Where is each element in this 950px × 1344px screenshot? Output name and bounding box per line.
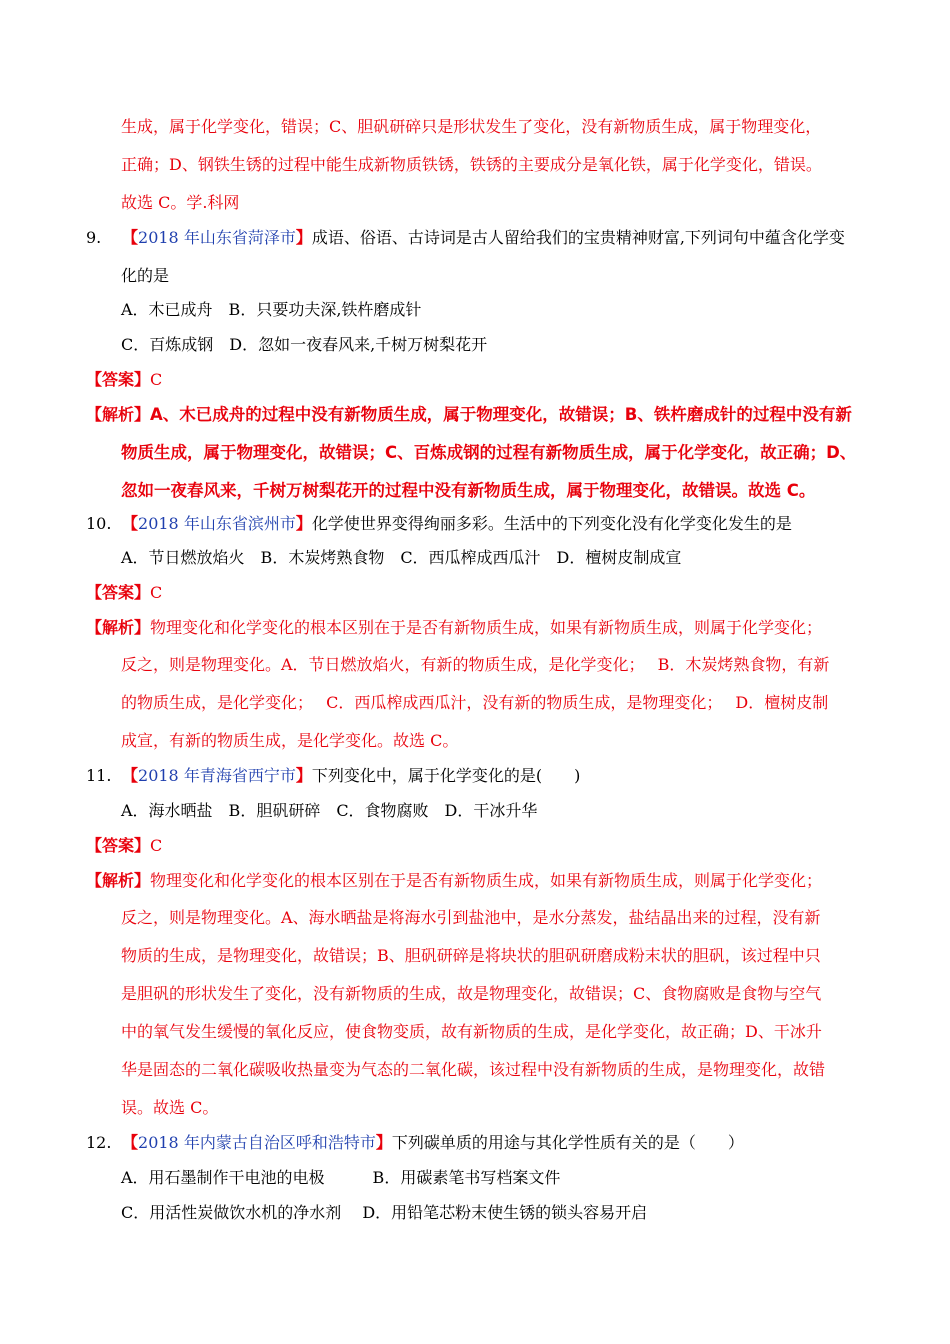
- question-11-analysis-4: 是胆矾的形状发生了变化，没有新物质的生成，故是物理变化，故错误；C、食物腐败是食物与空气: [121, 984, 822, 1003]
- question-text: 成语、俗语、古诗词是古人留给我们的宝贵精神财富,下列词句中蕴含化学变: [311, 228, 845, 247]
- question-11-analysis-5: 中的氧气发生缓慢的氧化反应，使食物变质，故有新物质的生成，是化学变化，故正确；D、干冰升: [121, 1022, 822, 1041]
- question-source: 2018 年山东省菏泽市: [138, 228, 296, 247]
- question-11-answer: [86, 836, 162, 856]
- question-10-analysis-2: 反之，则是物理变化。A．节日燃放焰火，有新的物质生成，是化学变化； B．木炭烤熟食物，有新: [121, 655, 830, 674]
- answer-value: C: [150, 836, 163, 855]
- question-9-stem-cont: 化的是: [121, 266, 170, 285]
- question-11-options: A．海水晒盐 B．胆矾研碎 C．食物腐败 D．干冰升华: [121, 801, 538, 820]
- analysis-text: 物理变化和化学变化的根本区别在于是否有新物质生成，如果有新物质生成，则属于化学变化；: [150, 618, 823, 637]
- question-11-analysis-1: [86, 871, 822, 891]
- question-12-options-2: C．用活性炭做饮水机的净水剂 D．用铅笔芯粉末使生锈的锁头容易开启: [121, 1203, 648, 1222]
- question-11-analysis-2: 反之，则是物理变化。A、海水晒盐是将海水引到盐池中，是水分蒸发，盐结晶出来的过程，没有新: [121, 908, 821, 927]
- analysis-label: 【解析】: [86, 405, 151, 424]
- question-9-analysis-1: [86, 405, 852, 425]
- answer-value: C: [150, 370, 163, 389]
- question-9-options-1: A．木已成舟 B．只要功夫深,铁杵磨成针: [121, 300, 422, 319]
- question-10-answer: [86, 583, 162, 603]
- question-11-analysis-3: 物质的生成，是物理变化，故错误；B、胆矾研碎是将块状的胆矾研磨成粉末状的胆矾，该过程中只: [121, 946, 821, 965]
- question-number: 12.: [86, 1133, 112, 1152]
- answer-label: 【答案】: [86, 836, 151, 855]
- analysis-label: 【解析】: [86, 618, 151, 637]
- question-9-options-2: C．百炼成钢 D．忽如一夜春风来,千树万树梨花开: [121, 335, 488, 354]
- question-number: 10.: [86, 514, 112, 533]
- analysis-text: 物理变化和化学变化的根本区别在于是否有新物质生成，如果有新物质生成，则属于化学变化；: [150, 871, 823, 890]
- question-source: 2018 年青海省西宁市: [138, 766, 296, 785]
- question-11-stem: 11. 【2018 年青海省西宁市】下列变化中，属于化学变化的是( ): [86, 766, 581, 785]
- question-12-stem: 12. 【2018 年内蒙古自治区呼和浩特市】下列碳单质的用途与其化学性质有关的是（ ）: [86, 1133, 744, 1152]
- analysis-label: 【解析】: [86, 871, 151, 890]
- question-9-analysis-2: 物质生成，属于物理变化，故错误；C、百炼成钢的过程有新物质生成，属于化学变化，故正确；D、: [121, 443, 857, 462]
- continuation-line-1: 生成，属于化学变化，错误；C、胆矾研碎只是形状发生了变化，没有新物质生成，属于物理变化，: [121, 117, 822, 136]
- answer-value: C: [150, 583, 163, 602]
- question-text: 下列碳单质的用途与其化学性质有关的是（ ）: [391, 1133, 744, 1152]
- question-source: 2018 年山东省滨州市: [138, 514, 296, 533]
- question-number: 11.: [86, 766, 112, 785]
- question-10-stem: 10. 【2018 年山东省滨州市】化学使世界变得绚丽多彩。生活中的下列变化没有化学变化发生的是: [86, 514, 792, 533]
- question-10-options: A．节日燃放焰火 B．木炭烤熟食物 C．西瓜榨成西瓜汁 D．檀树皮制成宣: [121, 548, 682, 567]
- question-10-analysis-4: 成宣，有新的物质生成，是化学变化。故选 C。: [121, 731, 459, 750]
- question-text: 下列变化中，属于化学变化的是( ): [311, 766, 581, 785]
- question-11-analysis-6: 华是固态的二氧化碳吸收热量变为气态的二氧化碳，该过程中没有新物质的生成，是物理变化，故错: [121, 1060, 826, 1079]
- question-11-analysis-7: 误。故选 C。: [121, 1098, 219, 1117]
- continuation-line-3: 故选 C。学.科网: [121, 193, 240, 212]
- question-9-answer: [86, 370, 162, 390]
- question-10-analysis-1: [86, 618, 822, 638]
- question-number: 9.: [86, 228, 102, 247]
- question-12-options-1: A．用石墨制作干电池的电极 B．用碳素笔书写档案文件: [121, 1168, 561, 1187]
- question-10-analysis-3: 的物质生成，是化学变化； C．西瓜榨成西瓜汁，没有新的物质生成，是物理变化； D．檀树皮制: [121, 693, 829, 712]
- question-9-analysis-3: 忽如一夜春风来，千树万树梨花开的过程中没有新物质生成，属于物理变化，故错误。故选 C。: [121, 481, 816, 500]
- answer-label: 【答案】: [86, 583, 151, 602]
- question-text: 化学使世界变得绚丽多彩。生活中的下列变化没有化学变化发生的是: [311, 514, 792, 533]
- analysis-text: A、木已成舟的过程中没有新物质生成，属于物理变化，故错误；B、铁杵磨成针的过程中没有新: [150, 405, 852, 424]
- continuation-line-2: 正确；D、钢铁生锈的过程中能生成新物质铁锈，铁锈的主要成分是氧化铁，属于化学变化，错误。: [121, 155, 822, 174]
- answer-label: 【答案】: [86, 370, 151, 389]
- question-source: 2018 年内蒙古自治区呼和浩特市: [138, 1133, 376, 1152]
- question-9-stem: 9. 【2018 年山东省菏泽市】成语、俗语、古诗词是古人留给我们的宝贵精神财富,下列词句中蕴含化学变: [86, 228, 845, 247]
